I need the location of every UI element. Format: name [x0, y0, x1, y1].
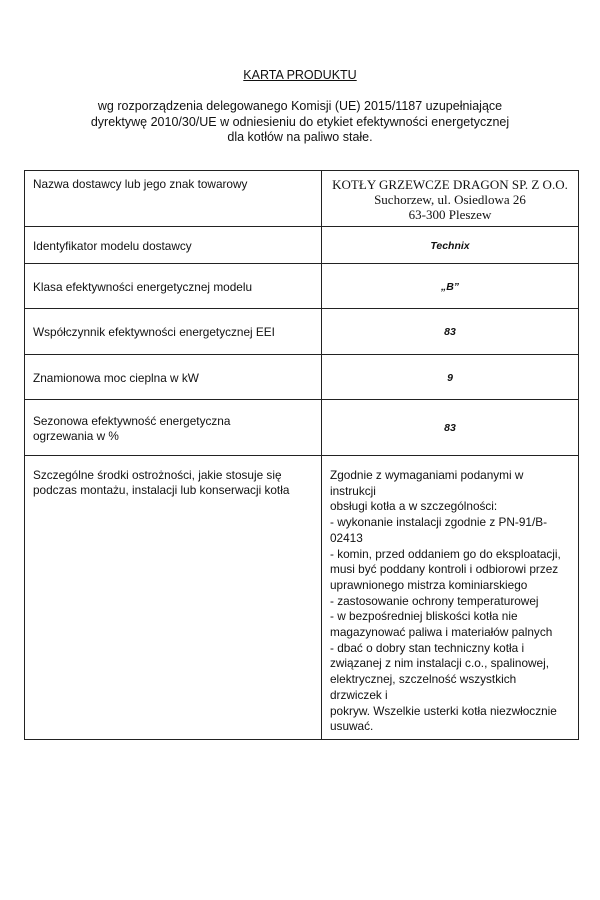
note-line: magazynować paliwa i materiałów palnych [330, 625, 553, 640]
row-label-eei: Współczynnik efektywności energetycznej EEI [25, 309, 322, 355]
document-subtitle [60, 99, 540, 146]
row-label-seasonal-efficiency [25, 400, 322, 456]
product-fiche-table [24, 170, 579, 740]
note-line: usuwać. [330, 719, 374, 734]
supplier-line: KOTŁY GRZEWCZE DRAGON SP. Z O.O. [332, 177, 568, 192]
note-line: Zgodnie z wymaganiami podanymi w instrukcji [330, 468, 524, 498]
supplier-line: Suchorzew, ul. Osiedlowa 26 [374, 192, 526, 207]
table-row [25, 227, 579, 264]
table-row [25, 309, 579, 355]
table-row [25, 355, 579, 400]
label-line: podczas montażu, instalacji lub konserwacji kotła [33, 483, 290, 497]
row-value-energy-class: „B” [322, 264, 579, 309]
note-line: - komin, przed oddaniem go do eksploatacji, [330, 546, 561, 561]
label-line: Sezonowa efektywność energetyczna [33, 413, 231, 428]
supplier-line: 63-300 Pleszew [408, 207, 492, 222]
subtitle-line: dla kotłów na paliwo stałe. [227, 130, 373, 144]
document-title: KARTA PRODUKTU [243, 68, 357, 82]
subtitle-line: dyrektywę 2010/30/UE w odniesieniu do etykiet efektywności energetycznej [90, 114, 510, 129]
row-value-seasonal-efficiency: 83 [322, 400, 579, 456]
note-line: 02413 [330, 530, 363, 545]
label-line: ogrzewania w % [33, 428, 119, 443]
row-label-energy-class: Klasa efektywności energetycznej modelu [25, 264, 322, 309]
subtitle-line: wg rozporządzenia delegowanego Komisji (UE) 2015/1187 uzupełniające [97, 99, 503, 113]
table-row [25, 171, 579, 227]
note-line: obsługi kotła a w szczególności: [330, 499, 498, 514]
note-line: - dbać o dobry stan techniczny kotła i [330, 640, 525, 655]
row-label-precautions [25, 456, 322, 740]
row-value-supplier [322, 171, 579, 227]
note-line: elektrycznej, szczelność wszystkich drzwiczek i [330, 672, 517, 702]
row-value-eei: 83 [322, 309, 579, 355]
row-label-rated-output: Znamionowa moc cieplna w kW [25, 355, 322, 400]
note-line: pokryw. Wszelkie usterki kotła niezwłocznie [330, 703, 557, 718]
row-value-precautions [322, 456, 579, 740]
table-row [25, 456, 579, 740]
table-row [25, 264, 579, 309]
note-line: związanej z nim instalacji c.o., spalinowej, [330, 656, 549, 671]
table-row [25, 400, 579, 456]
note-line: uprawnionego mistrza kominiarskiego [330, 577, 528, 592]
note-line: musi być poddany kontroli i odbiorowi przez [330, 562, 559, 577]
note-line: - zastosowanie ochrony temperaturowej [330, 593, 539, 608]
row-value-model-id: Technix [322, 227, 579, 264]
label-line: Szczególne środki ostrożności, jakie stosuje się [33, 468, 282, 482]
row-value-rated-output: 9 [322, 355, 579, 400]
row-label-model-id: Identyfikator modelu dostawcy [25, 227, 322, 264]
row-label-supplier: Nazwa dostawcy lub jego znak towarowy [25, 171, 322, 227]
note-line: - w bezpośredniej bliskości kotła nie [330, 609, 518, 624]
note-line: - wykonanie instalacji zgodnie z PN-91/B- [330, 515, 548, 530]
